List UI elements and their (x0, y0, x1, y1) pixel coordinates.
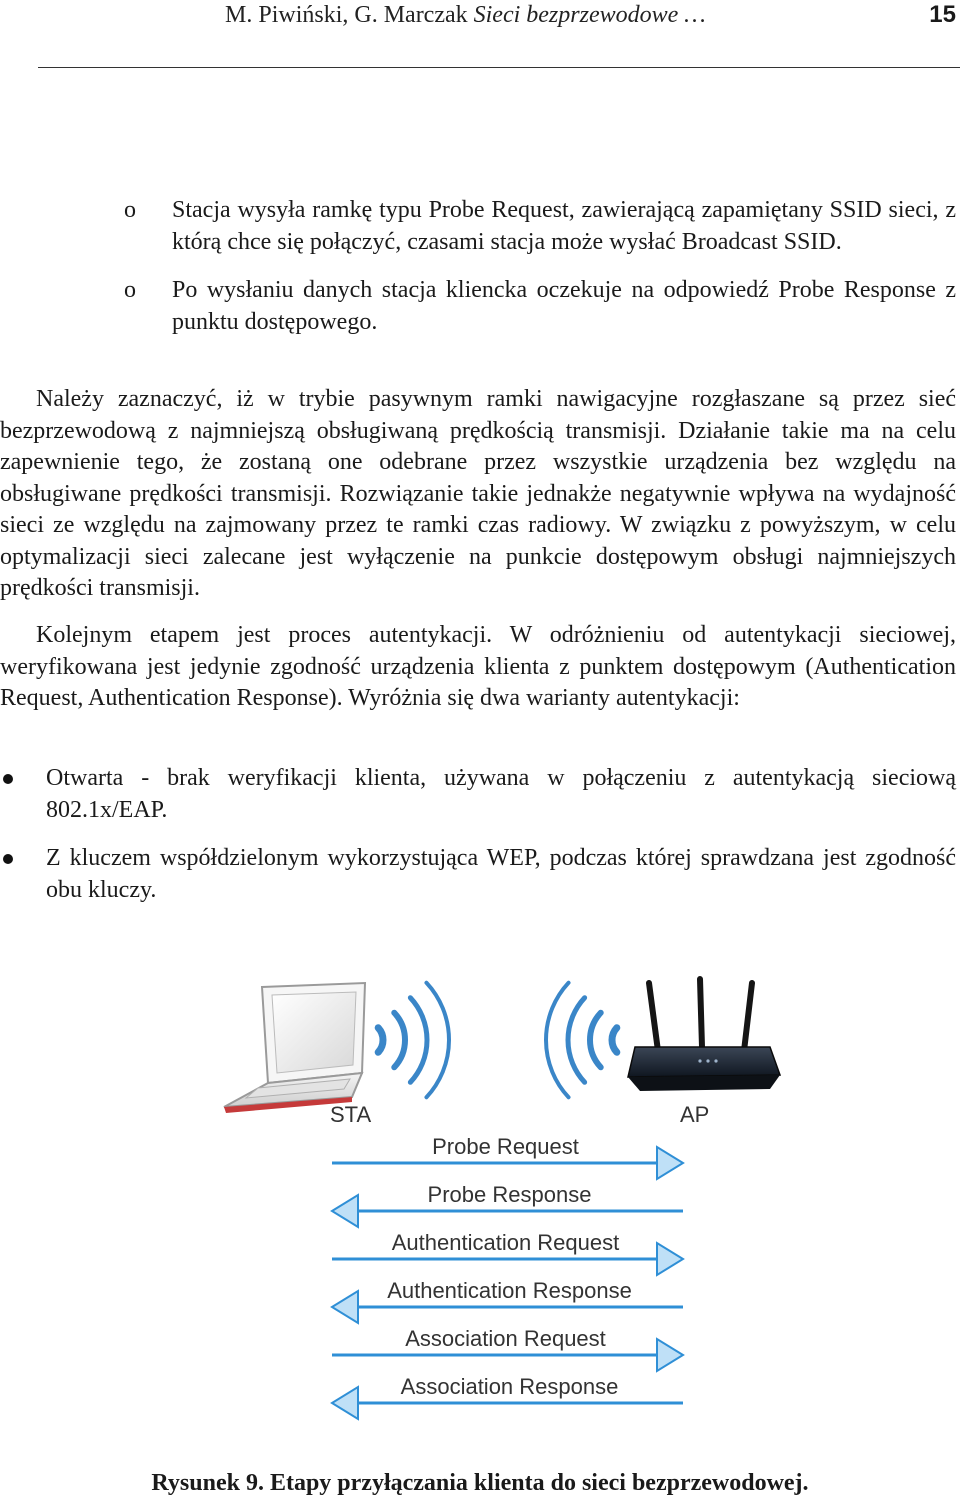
radio-wave-arc (568, 998, 585, 1083)
bullet-dot-icon (3, 854, 13, 864)
paragraph-authentication: Kolejnym etapem jest proces autentykacji. W odróżnieniu od autentykacji sieciowej, weryfikowana jest jedynie zgodność urządzenia klienta z punktem dostępowym (Authentication Request, Authentication Response). Wyróżnia się dwa warianty autentykacji: (0, 622, 956, 711)
message-label: Probe Response (427, 1182, 592, 1207)
figure-caption: Rysunek 9. Etapy przyłączania klienta do sieci bezprzewodowej. (151, 1470, 809, 1496)
running-title (225, 0, 706, 30)
radio-wave-arc (426, 983, 449, 1098)
circle-bullet-icon: o (124, 197, 136, 223)
figure-connection-stages (0, 965, 960, 1445)
page-number: 15 (929, 1, 956, 28)
ap-label: AP (680, 1102, 710, 1127)
radio-wave-arc (546, 983, 569, 1098)
bullet-item (0, 763, 960, 826)
bullet-item-text: Otwarta - brak weryfikacji klienta, używana w połączeniu z autentykacją sieciową 802.1x/EAP. (46, 765, 956, 823)
running-title-book: Sieci bezprzewodowe … (473, 2, 706, 28)
circle-bullet-icon: o (124, 277, 136, 303)
header-divider (38, 67, 960, 68)
message-label: Association Request (405, 1326, 606, 1351)
bullet-dot-icon (3, 774, 13, 784)
message-arrow-group (332, 1230, 683, 1275)
radio-wave-arc (590, 1013, 601, 1068)
paragraph-passive-mode: Należy zaznaczyć, iż w trybie pasywnym ramki nawigacyjne rozgłaszane są przez sieć bezprzewodową z najmniejszą obsługiwaną prędkością transmisji. Działanie takie ma na celu zapewnienie tego, że zostaną one odebrane przez wszystkie urządzenia bez względu na obsługiwane prędkości transmisji. Rozwiązanie takie jednakże negatywnie wpływa na wydajność sieci ze względu na zajmowany przez te ramki czas radiowy. W związku z powyższym, w celu optymalizacji sieci zalecane jest wyłączenie na punkcie dostępowym obsługi najmniejszych prędkości transmisji. (0, 386, 956, 601)
running-title-authors: M. Piwiński, G. Marczak (225, 2, 468, 28)
arrowhead-left-icon (332, 1387, 358, 1419)
message-arrow-group (332, 1278, 683, 1323)
bullet-list (0, 763, 960, 923)
arrowhead-left-icon (332, 1195, 358, 1227)
message-label: Probe Request (432, 1134, 579, 1159)
bullet-item-text: Z kluczem współdzielonym wykorzystująca WEP, podczas której sprawdzana jest zgodność obu kluczy. (46, 845, 956, 903)
radio-wave-arc (612, 1028, 617, 1053)
sub-list-item-text: Po wysłaniu danych stacja kliencka oczekuje na odpowiedź Probe Response z punktu dostępowego. (172, 277, 956, 335)
sub-list-item-text: Stacja wysyła ramkę typu Probe Request, zawierającą zapamiętany SSID sieci, z którą chce się połączyć, czasami stacja może wysłać Broadcast SSID. (172, 197, 956, 255)
radio-wave-arc (378, 1028, 383, 1053)
message-arrow-group (332, 1134, 683, 1179)
arrowhead-left-icon (332, 1291, 358, 1323)
sub-list-item (0, 195, 960, 258)
message-label: Authentication Response (387, 1278, 632, 1303)
radio-waves (378, 983, 617, 1098)
laptop-icon (224, 983, 365, 1113)
arrowhead-right-icon (657, 1243, 683, 1275)
bullet-item (0, 843, 960, 906)
page-header (0, 0, 960, 70)
sta-label: STA (330, 1102, 372, 1127)
message-label: Association Response (400, 1374, 619, 1399)
message-arrows (332, 1134, 683, 1419)
message-arrow-group (332, 1182, 683, 1227)
message-label: Authentication Request (391, 1230, 620, 1255)
arrowhead-right-icon (657, 1147, 683, 1179)
router-icon (628, 979, 780, 1091)
radio-wave-arc (394, 1013, 405, 1068)
message-arrow-group (332, 1374, 683, 1419)
message-arrow-group (332, 1326, 683, 1371)
radio-wave-arc (410, 998, 427, 1083)
arrowhead-right-icon (657, 1339, 683, 1371)
sequence-diagram (0, 965, 960, 1445)
sub-list-item (0, 275, 960, 338)
sub-list (0, 195, 960, 355)
